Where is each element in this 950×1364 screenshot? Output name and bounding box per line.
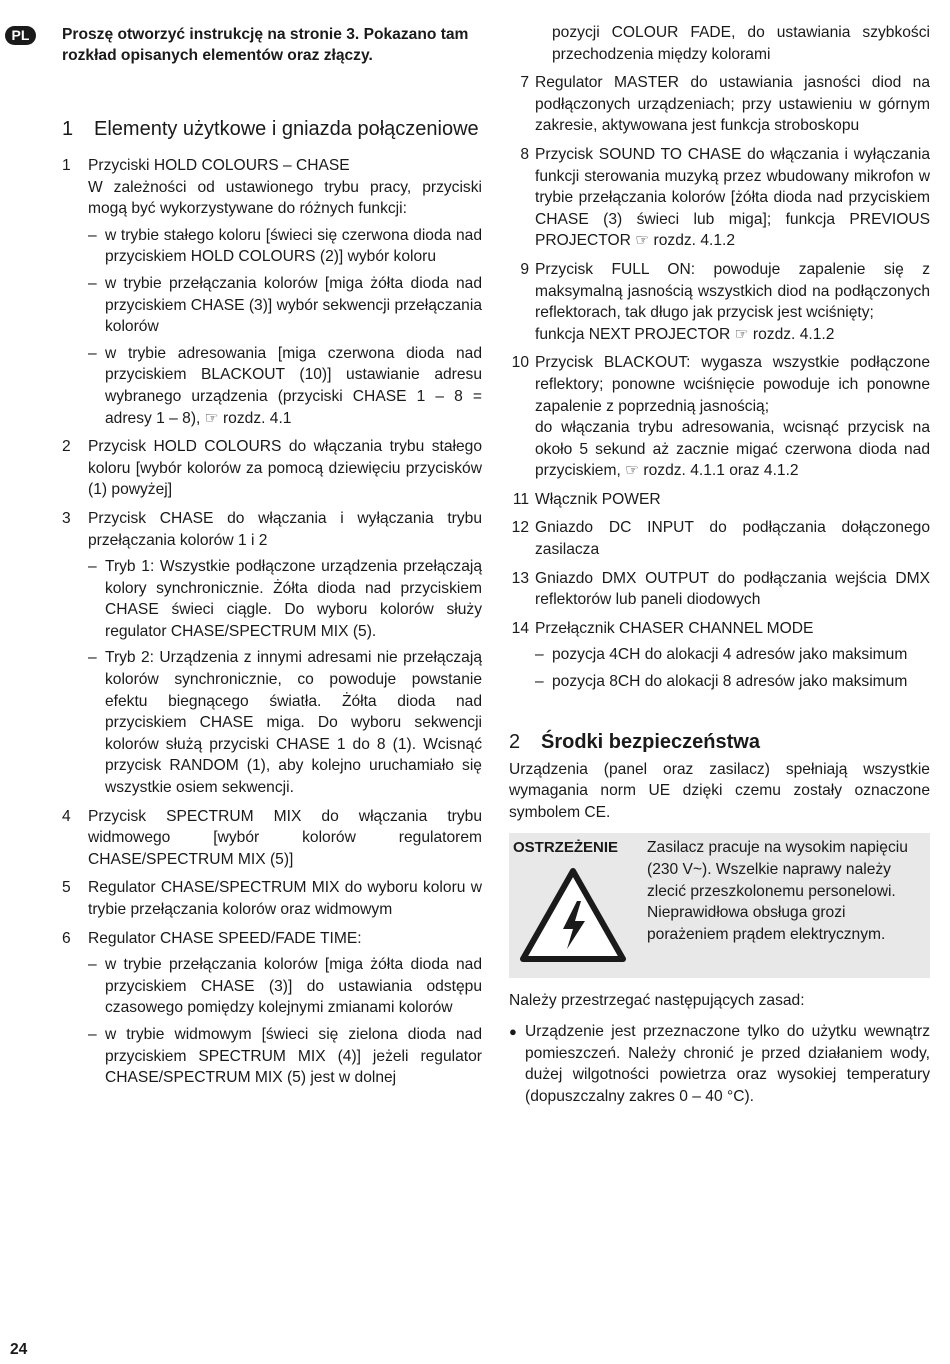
item-number: 7 <box>520 74 529 92</box>
item-text: Regulator CHASE/SPECTRUM MIX do wyboru koloru w trybie przełączania kolorów oraz widmowym <box>88 879 482 918</box>
sub-text: w trybie przełączania kolorów [miga żółta dioda nad przyciskiem CHASE (3)] do ustawiania odstępu czasowego pomiędzy kolejnymi zmianami kolorów <box>105 956 482 1017</box>
sub-item: – w trybie adresowania [miga czerwona dioda nad przyciskiem BLACKOUT (10)] ustawianie adresu wybranego urządzenia (przyciski CHASE 1 – 8 = adresy 1 – 8), ☞ rozdz. 4.1 <box>88 343 482 429</box>
sub-text: w trybie stałego koloru [świeci się czerwona dioda nad przyciskiem HOLD COLOURS (2)] wybór koloru <box>105 226 482 266</box>
list-item <box>509 144 930 252</box>
list-item <box>509 72 930 137</box>
list-item <box>509 489 930 511</box>
bullet-text: Urządzenie jest przeznaczone tylko do użytku wewnątrz pomieszczeń. Należy chronić je przed działaniem wody, dużej wilgotności powietrza oraz wysokiej temperatury (dopuszczalny zakres 0 – 40 °C). <box>525 1023 930 1105</box>
sub-item: – Tryb 1: Wszystkie podłączone urządzenia przełączają kolory synchronicznie. Żółta dioda nad przyciskiem CHASE świeci ciągle. Do wyboru kolorów służy regulator CHASE/SPECTRUM MIX (5). <box>88 556 482 642</box>
item-text: W zależności od ustawionego trybu pracy, przyciski mogą być wykorzystywane do różnych funkcji: <box>88 178 482 218</box>
section-2-heading <box>509 729 930 755</box>
sub-text: w trybie przełączania kolorów [miga żółta dioda nad przyciskiem CHASE (3)] wybór sekwencji przełączania kolorów <box>105 274 482 336</box>
sub-item: – w trybie przełączania kolorów [miga żółta dioda nad przyciskiem CHASE (3)] wybór sekwencji przełączania kolorów <box>88 273 482 338</box>
section-number: 2 <box>509 730 521 753</box>
item-text: Regulator MASTER do ustawiania jasności diod na podłączonych urządzeniach; przy ustawieniu w górnym zakresie, aktywowana jest funkcja stroboskopu <box>535 74 930 135</box>
list-item <box>62 877 482 920</box>
list-item <box>62 508 482 799</box>
list-item <box>62 436 482 501</box>
left-column <box>62 116 482 1089</box>
sub-item: – w trybie przełączania kolorów [miga żółta dioda nad przyciskiem CHASE (3)] do ustawiania odstępu czasowego pomiędzy kolejnymi zmianami kolorów <box>88 954 482 1019</box>
item-number: 3 <box>62 509 71 527</box>
item-number: 11 <box>512 490 529 508</box>
item-number: 12 <box>511 519 529 537</box>
rules-intro: Należy przestrzegać następujących zasad: <box>509 991 805 1009</box>
item-text: funkcja NEXT PROJECTOR ☞ rozdz. 4.1.2 <box>535 325 835 343</box>
warning-box <box>509 833 930 977</box>
item-number: 6 <box>62 929 71 947</box>
list-item <box>62 155 482 429</box>
sub-text: Tryb 2: Urządzenia z innymi adresami nie przełączają kolorów synchronicznie, co powoduje powstanie efektu biegnącego światła. Żółta dioda nad przyciskiem CHASE miga. Do wyboru sekwencji kolorów służą przyciski CHASE 1 do 8 (1). Wcisnąć przycisk RANDOM (1), aby kolejno uruchamiało się wszystkie osiem sekwencji. <box>105 649 482 797</box>
sub-text: Tryb 1: Wszystkie podłączone urządzenia przełączają kolory synchronicznie. Żółta dioda nad przyciskiem CHASE świeci ciągle. Do wyboru kolorów służy regulator CHASE/SPECTRUM MIX (5). <box>105 558 482 640</box>
list-item <box>509 618 930 693</box>
right-column <box>509 22 930 1108</box>
sub-text: pozycja 4CH do alokacji 4 adresów jako maksimum <box>552 646 908 664</box>
bullet-icon: ● <box>509 1024 517 1040</box>
item-number: 5 <box>62 879 71 897</box>
list-item <box>509 259 930 345</box>
list-item <box>509 1021 930 1107</box>
item-text: Przycisk HOLD COLOURS do włączania trybu stałego koloru [wybór kolorów za pomocą dziewięciu przycisków (1) powyżej] <box>88 438 482 499</box>
item-text: Regulator CHASE SPEED/FADE TIME: <box>88 929 362 947</box>
item-text: Gniazdo DC INPUT do podłączania dołączonego zasilacza <box>535 519 930 559</box>
item-number: 14 <box>511 619 529 637</box>
list-item <box>509 352 930 482</box>
item-number: 4 <box>62 807 71 825</box>
warning-label: OSTRZEŻENIE <box>513 839 619 857</box>
section-1-heading <box>62 116 482 142</box>
item-text: do włączania trybu adresowania, wcisnąć przycisk na około 5 sekund aż zacznie migać czerwona dioda nad przyciskiem, ☞ rozdz. 4.1.1 oraz 4.1.2 <box>535 419 930 480</box>
item-number: 2 <box>62 438 71 456</box>
high-voltage-warning-icon <box>517 865 629 965</box>
item-text: Gniazdo DMX OUTPUT do podłączania wejścia DMX reflektorów lub paneli diodowych <box>535 569 930 609</box>
sub-text: w trybie widmowym [świeci się zielona dioda nad przyciskiem SPECTRUM MIX (4)] jeżeli regulator CHASE/SPECTRUM MIX (5) jest w dolnej <box>105 1025 482 1087</box>
list-item <box>509 568 930 611</box>
item-text: Przycisk SPECTRUM MIX do włączania trybu widmowego [wybór kolorów regulatorem CHASE/SPECTRUM MIX (5)] <box>88 807 482 868</box>
continued-text: pozycji COLOUR FADE, do ustawiania szybkości przechodzenia między kolorami <box>552 24 930 63</box>
item-number: 10 <box>511 354 529 372</box>
sub-item: – pozycja 8CH do alokacji 8 adresów jako maksimum <box>535 671 930 693</box>
item-text: Przyciski HOLD COLOURS – CHASE <box>88 157 350 174</box>
section-title: Elementy użytkowe i gniazda połączeniowe <box>94 118 479 140</box>
sub-item: – w trybie stałego koloru [świeci się czerwona dioda nad przyciskiem HOLD COLOURS (2)] wybór koloru <box>88 225 482 268</box>
section-number: 1 <box>62 118 74 140</box>
sub-item: – w trybie widmowym [świeci się zielona dioda nad przyciskiem SPECTRUM MIX (4)] jeżeli regulator CHASE/SPECTRUM MIX (5) jest w dolnej <box>88 1024 482 1089</box>
item-text: Przycisk SOUND TO CHASE do włączania i wyłączania funkcji sterowania muzyką przez wbudowany mikrofon w trybie przełączania kolorów [żółta dioda nad przyciskiem CHASE (3) świeci lub miga]; funkcja PREVIOUS PROJECTOR ☞ rozdz. 4.1.2 <box>535 145 930 250</box>
safety-intro: Urządzenia (panel oraz zasilacz) spełniają wszystkie wymagania norm UE dzięki czemu zostały oznaczone symbolem CE. <box>509 760 930 821</box>
item-text: Przycisk FULL ON: powoduje zapalenie się z maksymalną jasnością wszystkich diod na podłączonych reflektorach, tak długo jak przycisk jest wciśnięty; <box>535 260 930 322</box>
item-number: 9 <box>520 260 529 278</box>
warning-text: Zasilacz pracuje na wysokim napięciu (230 V~). Wszelkie naprawy należy zlecić przeszkolonemu personelowi. Nieprawidłowa obsługa grozi porażeniem prądem elektrycznym. <box>647 839 908 943</box>
item-text: Przełącznik CHASER CHANNEL MODE <box>535 619 814 637</box>
item-text: Włącznik POWER <box>535 490 661 508</box>
item-text: Przycisk CHASE do włączania i wyłączania trybu przełączania kolorów 1 i 2 <box>88 509 482 549</box>
page-number: 24 <box>10 1341 28 1358</box>
item-number: 1 <box>62 157 71 174</box>
sub-text: w trybie adresowania [miga czerwona dioda nad przyciskiem BLACKOUT (10)] ustawianie adresu wybranego urządzenia (przyciski CHASE 1 – 8 = adresy 1 – 8), ☞ rozdz. 4.1 <box>105 344 482 427</box>
item-number: 13 <box>511 569 529 587</box>
sub-item: – pozycja 4CH do alokacji 4 adresów jako maksimum <box>535 644 930 666</box>
section-title: Środki bezpieczeństwa <box>541 730 760 753</box>
item-number: 8 <box>520 145 529 163</box>
language-badge: PL <box>5 26 36 45</box>
list-item <box>62 928 482 1089</box>
sub-item: – Tryb 2: Urządzenia z innymi adresami nie przełączają kolorów synchronicznie, co powoduje powstanie efektu biegnącego światła. Żółta dioda nad przyciskiem CHASE miga. Do wyboru sekwencji kolorów służą przyciski CHASE 1 do 8 (1). Wcisnąć przycisk RANDOM (1), aby kolejno uruchamiało się wszystkie osiem sekwencji. <box>88 647 482 798</box>
sub-text: pozycja 8CH do alokacji 8 adresów jako maksimum <box>552 673 908 691</box>
list-item <box>509 517 930 560</box>
list-item <box>62 806 482 871</box>
item-text: Przycisk BLACKOUT: wygasza wszystkie podłączone reflektory; ponowne wciśnięcie powoduje ich ponowne zapalenie z poprzednią jasnością; <box>535 354 930 415</box>
intro-text: Proszę otworzyć instrukcję na stronie 3. Pokazano tam rozkład opisanych elementów oraz złączy. <box>62 26 469 64</box>
